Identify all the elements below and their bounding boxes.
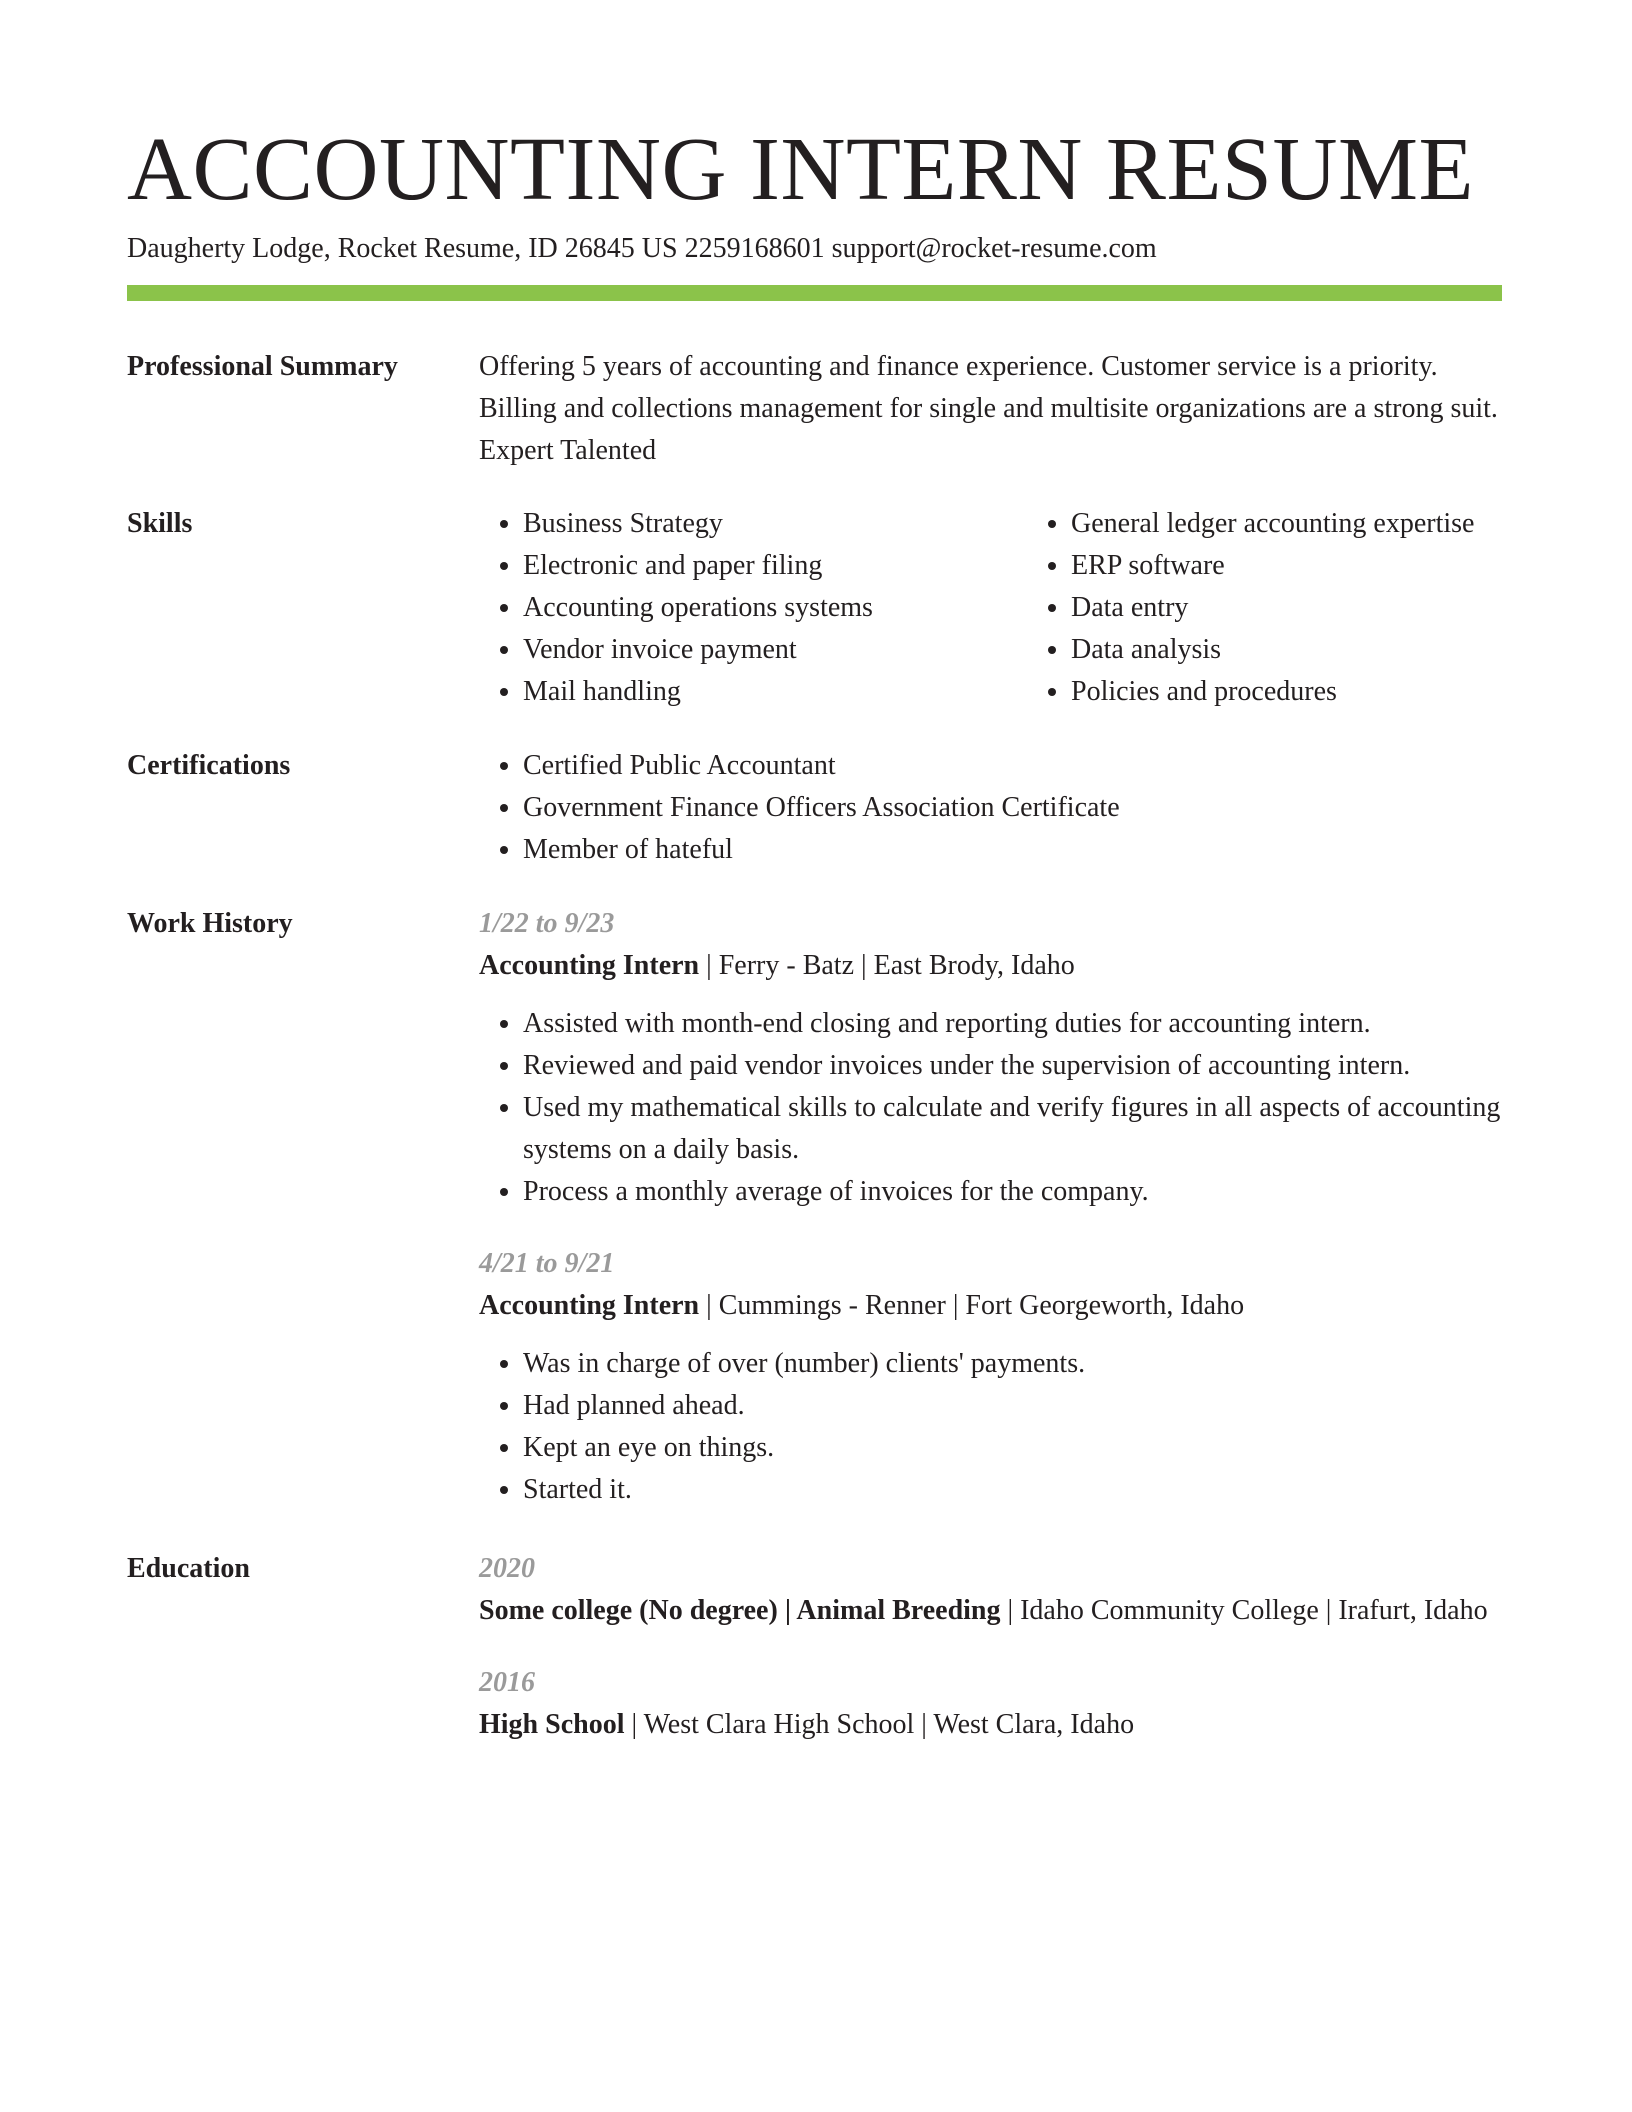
education-degree: High School (479, 1709, 625, 1740)
job-bullets (479, 1343, 1502, 1511)
education-entry (479, 1548, 1502, 1632)
skill-item: • Mail handling (523, 671, 1027, 713)
job-details: | Cummings - Renner | Fort Georgeworth, Idaho (699, 1290, 1245, 1321)
accent-divider (127, 285, 1502, 301)
certification-item: • Member of hateful (523, 829, 1502, 871)
skill-item: • Accounting operations systems (523, 587, 1027, 629)
skill-item: • Data entry (1071, 587, 1575, 629)
job-bullet: • Assisted with month-end closing and reporting duties for accounting intern. (523, 1003, 1502, 1045)
job-bullet: • Kept an eye on things. (523, 1427, 1502, 1469)
skill-item: • Vendor invoice payment (523, 629, 1027, 671)
job-entry (479, 1243, 1502, 1511)
skill-item: • Business Strategy (523, 503, 1027, 545)
job-bullet: • Was in charge of over (number) clients' payments. (523, 1343, 1502, 1385)
skills-list-col2 (1027, 503, 1575, 713)
contact-line: Daugherty Lodge, Rocket Resume, ID 26845 US 2259168601 support@rocket-resume.com (127, 233, 1157, 264)
section-label-education: Education (127, 1553, 250, 1584)
job-dates: 4/21 to 9/21 (479, 1248, 615, 1279)
section-label-certifications: Certifications (127, 750, 291, 781)
section-label-work-history: Work History (127, 908, 293, 939)
section-label-skills: Skills (127, 508, 193, 539)
skill-item: • General ledger accounting expertise (1071, 503, 1575, 545)
job-bullets (479, 1003, 1502, 1213)
education-entry (479, 1662, 1502, 1746)
education-heading (479, 1590, 1502, 1632)
skill-item: • ERP software (1071, 545, 1575, 587)
job-heading (479, 1285, 1502, 1327)
job-bullet: • Had planned ahead. (523, 1385, 1502, 1427)
education-degree: Some college (No degree) | Animal Breeding (479, 1595, 1001, 1626)
skills-list-col1 (479, 503, 1027, 713)
job-title: Accounting Intern (479, 950, 700, 981)
certification-item: • Certified Public Accountant (523, 745, 1502, 787)
summary-text: Offering 5 years of accounting and finance experience. Customer service is a priority. Billing and collections management for single and multisite organizations are a strong suit. Expert Talented (479, 351, 1498, 466)
education-details: | West Clara High School | West Clara, Idaho (624, 1709, 1135, 1740)
job-dates: 1/22 to 9/23 (479, 908, 615, 939)
education-heading (479, 1704, 1502, 1746)
job-heading (479, 945, 1502, 987)
skill-item: • Electronic and paper filing (523, 545, 1027, 587)
job-bullet: • Started it. (523, 1469, 1502, 1511)
job-title: Accounting Intern (479, 1290, 700, 1321)
certifications-list (479, 745, 1502, 871)
education-year: 2016 (479, 1667, 535, 1698)
education-details: | Idaho Community College | Irafurt, Idaho (1000, 1595, 1488, 1626)
job-bullet: • Reviewed and paid vendor invoices under the supervision of accounting intern. (523, 1045, 1502, 1087)
job-bullet: • Used my mathematical skills to calculate and verify figures in all aspects of accounting systems on a daily basis. (523, 1087, 1502, 1171)
resume-title: ACCOUNTING INTERN RESUME (127, 120, 1474, 219)
job-details: | Ferry - Batz | East Brody, Idaho (699, 950, 1075, 981)
education-year: 2020 (479, 1553, 535, 1584)
job-entry (479, 903, 1502, 1213)
section-label-summary: Professional Summary (127, 351, 398, 382)
skill-item: • Data analysis (1071, 629, 1575, 671)
job-bullet: • Process a monthly average of invoices for the company. (523, 1171, 1502, 1213)
skill-item: • Policies and procedures (1071, 671, 1575, 713)
certification-item: • Government Finance Officers Association Certificate (523, 787, 1502, 829)
